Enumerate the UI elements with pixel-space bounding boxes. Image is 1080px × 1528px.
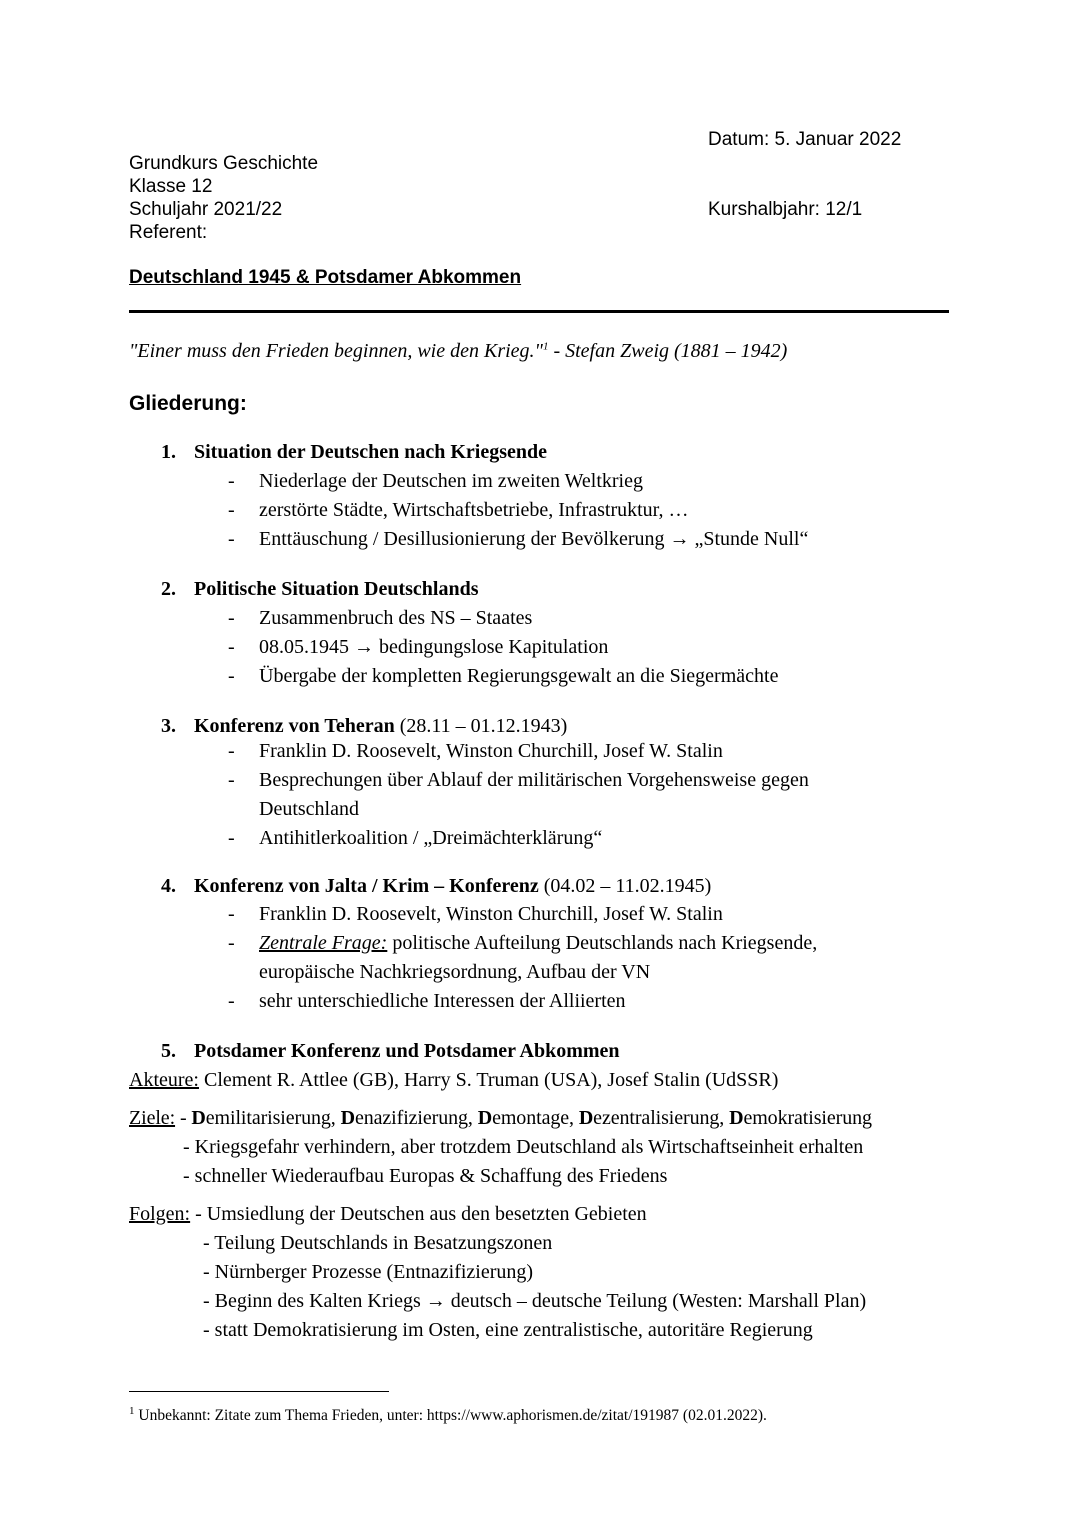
- folgen-item: - Teilung Deutschlands in Besatzungszonen: [203, 1232, 553, 1254]
- bullet-dash: -: [228, 903, 235, 925]
- bullet-dash: -: [228, 740, 235, 762]
- d-word-rest: emontage,: [492, 1107, 579, 1129]
- folgen-label: Folgen:: [129, 1203, 191, 1225]
- folgen-item: - Beginn des Kalten Kriegs → deutsch – deutsche Teilung (Westen: Marshall Plan): [203, 1290, 867, 1312]
- list-item: Enttäuschung / Desillusionierung der Bevölkerung → „Stunde Null“: [259, 528, 809, 550]
- list-item-continuation: europäische Nachkriegsordnung, Aufbau der VN: [259, 961, 651, 983]
- list-item: Besprechungen über Ablauf der militärischen Vorgehensweise gegen: [259, 769, 809, 791]
- ziele-label: Ziele:: [129, 1107, 176, 1129]
- quote-footnote-mark: 1: [542, 340, 549, 353]
- folgen-item: - Nürnberger Prozesse (Entnazifizierung): [203, 1261, 534, 1283]
- folgen-first: - Umsiedlung der Deutschen aus den besetzten Gebieten: [190, 1203, 647, 1225]
- section-dates: (28.11 – 01.12.1943): [394, 715, 568, 737]
- list-item: Franklin D. Roosevelt, Winston Churchill, Josef W. Stalin: [259, 740, 723, 762]
- ziele-line: [129, 1107, 872, 1130]
- d-initial: D: [729, 1107, 744, 1129]
- section-title: Situation der Deutschen nach Kriegsende: [194, 441, 547, 463]
- section-dates: (04.02 – 11.02.1945): [538, 875, 712, 897]
- key-question-label: Zentrale Frage:: [259, 932, 388, 954]
- section-title: Politische Situation Deutschlands: [194, 578, 479, 600]
- title-divider: [129, 310, 949, 313]
- footnote: [129, 1405, 767, 1425]
- list-item: Zusammenbruch des NS – Staates: [259, 607, 533, 629]
- document-title: Deutschland 1945 & Potsdamer Abkommen: [129, 267, 522, 288]
- date-line: Datum: 5. Januar 2022: [708, 129, 902, 150]
- class-line: Klasse 12: [129, 176, 213, 197]
- ziele-item: - Kriegsgefahr verhindern, aber trotzdem Deutschland als Wirtschaftseinheit erhalten: [183, 1136, 864, 1158]
- bullet-dash: -: [228, 827, 235, 849]
- section-number: 3.: [161, 715, 176, 737]
- footnote-text: Unbekannt: Zitate zum Thema Frieden, unter: https://www.aphorismen.de/zitat/191987 (02.01.2022).: [134, 1407, 767, 1425]
- bullet-dash: -: [228, 528, 235, 550]
- bullet-dash: -: [228, 636, 235, 658]
- d-word-rest: emokratisierung: [743, 1107, 872, 1129]
- d-word-rest: emilitarisierung,: [205, 1107, 341, 1129]
- section-number: 2.: [161, 578, 176, 600]
- d-initial: D: [191, 1107, 206, 1129]
- footnote-mark: 1: [129, 1405, 135, 1417]
- list-item: Niederlage der Deutschen im zweiten Weltkrieg: [259, 470, 643, 492]
- quote-author: - Stefan Zweig (1881 – 1942): [548, 340, 788, 362]
- bullet-dash: -: [228, 769, 235, 791]
- section-title: Konferenz von Jalta / Krim – Konferenz: [194, 875, 539, 897]
- folgen-item: - statt Demokratisierung im Osten, eine zentralistische, autoritäre Regierung: [203, 1319, 813, 1341]
- section-number: 4.: [161, 875, 176, 897]
- list-item: sehr unterschiedliche Interessen der Alliierten: [259, 990, 626, 1012]
- list-item: 08.05.1945 → bedingungslose Kapitulation: [259, 636, 609, 658]
- list-item-continuation: Deutschland: [259, 798, 359, 820]
- school-year-line: Schuljahr 2021/22: [129, 199, 283, 220]
- section-title: Konferenz von Teheran: [194, 715, 395, 737]
- d-word-rest: enazifizierung,: [354, 1107, 478, 1129]
- ziele-item: - schneller Wiederaufbau Europas & Schaffung des Friedens: [183, 1165, 668, 1187]
- list-item: [259, 932, 817, 955]
- section-title: Potsdamer Konferenz und Potsdamer Abkommen: [194, 1040, 620, 1062]
- d-initial: D: [340, 1107, 355, 1129]
- d-initial: D: [578, 1107, 594, 1129]
- key-question-text: politische Aufteilung Deutschlands nach Kriegsende,: [387, 932, 818, 954]
- bullet-dash: -: [228, 470, 235, 492]
- bullet-dash: -: [228, 665, 235, 687]
- section-number: 5.: [161, 1040, 176, 1062]
- section-heading: [194, 875, 711, 898]
- outline-heading: Gliederung:: [129, 392, 247, 415]
- bullet-dash: -: [228, 932, 235, 954]
- d-initial: D: [477, 1107, 493, 1129]
- footnote-divider: [129, 1391, 389, 1392]
- semester-line: Kurshalbjahr: 12/1: [708, 199, 863, 220]
- quote-text: "Einer muss den Frieden beginnen, wie den Krieg.": [129, 340, 543, 362]
- folgen-line: [129, 1203, 647, 1226]
- referent-line: Referent:: [129, 222, 208, 243]
- ziele-prefix: -: [175, 1107, 192, 1129]
- course-line: Grundkurs Geschichte: [129, 153, 319, 174]
- section-number: 1.: [161, 441, 176, 463]
- bullet-dash: -: [228, 499, 235, 521]
- bullet-dash: -: [228, 990, 235, 1012]
- d-word-rest: ezentralisierung,: [593, 1107, 730, 1129]
- list-item: Franklin D. Roosevelt, Winston Churchill, Josef W. Stalin: [259, 903, 723, 925]
- akteure-text: Clement R. Attlee (GB), Harry S. Truman (USA), Josef Stalin (UdSSR): [198, 1069, 779, 1091]
- list-item: Antihitlerkoalition / „Dreimächterklärung“: [259, 827, 603, 849]
- akteure-label: Akteure:: [129, 1069, 199, 1091]
- section-heading: [194, 715, 567, 738]
- quote: [129, 340, 787, 363]
- list-item: zerstörte Städte, Wirtschaftsbetriebe, Infrastruktur, …: [259, 499, 689, 521]
- list-item: Übergabe der kompletten Regierungsgewalt an die Siegermächte: [259, 665, 779, 687]
- bullet-dash: -: [228, 607, 235, 629]
- akteure-line: [129, 1069, 778, 1092]
